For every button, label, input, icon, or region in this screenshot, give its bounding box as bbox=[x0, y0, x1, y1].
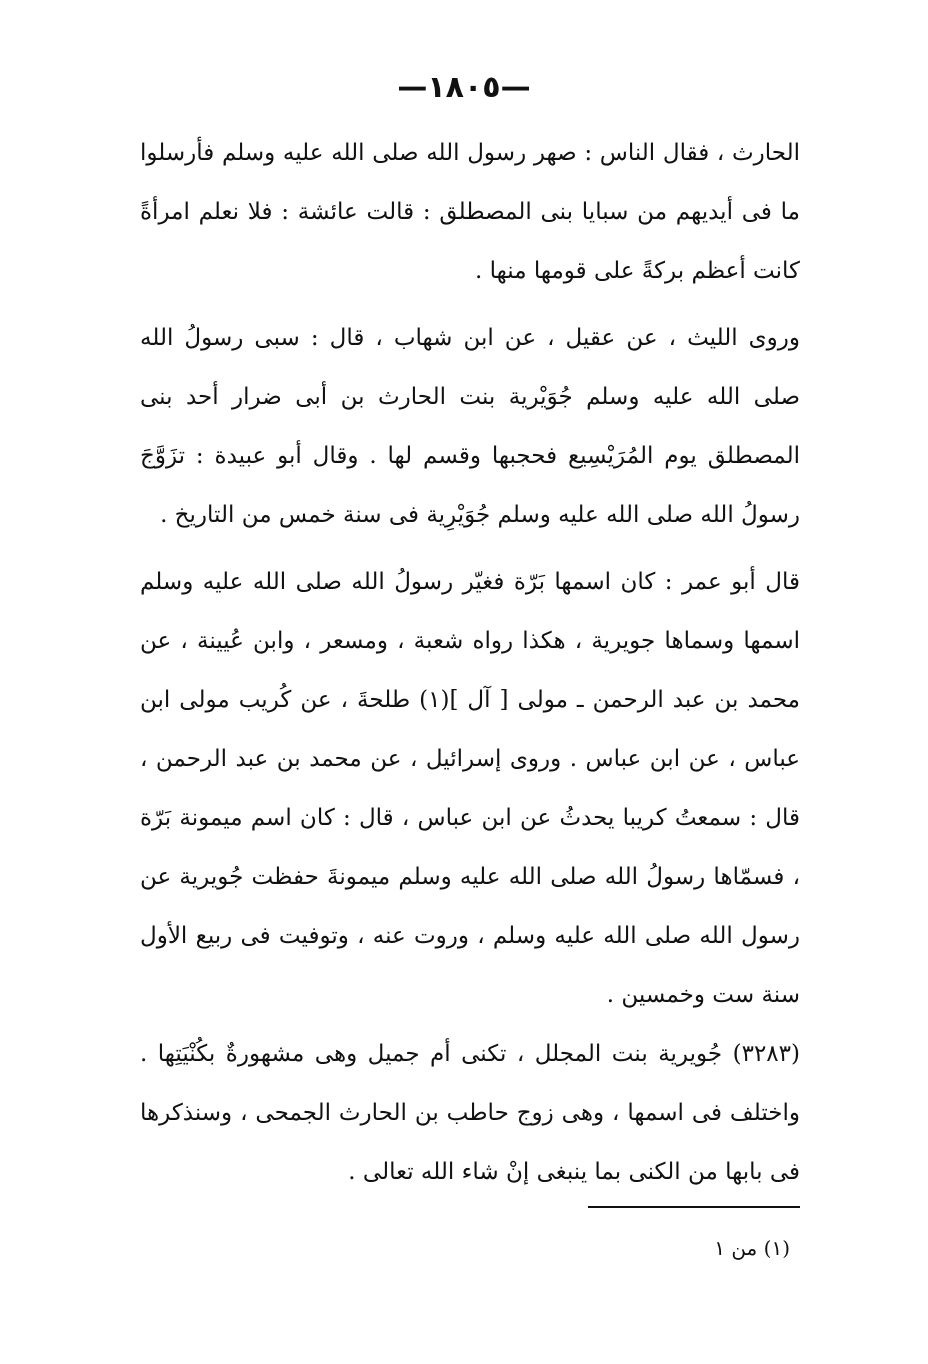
footnote-divider bbox=[588, 1206, 800, 1208]
paragraph-gap bbox=[140, 545, 800, 553]
body-text bbox=[140, 124, 800, 1202]
paragraph-1: الحارث ، فقال الناس : صهر رسول الله صلى الله عليه وسلم فأرسلوا ما فى أيديهم من سبايا بنى المصطلق : قالت عائشة : فلا نعلم امرأةً كانت أعظم بركةً على قومها منها . bbox=[140, 140, 800, 284]
page-number: —١٨٠٥— bbox=[397, 70, 531, 105]
paragraph-3: قال أبو عمر : كان اسمها بَرّة فغيّر رسولُ الله صلى الله عليه وسلم اسمها وسماها جويرية ، هكذا رواه شعبة ، ومسعر ، وابن عُيينة ، عن محمد بن عبد الرحمن ـ مولى [ آل ](١) طلحةَ ، عن كُريب مولى ابن عباس ، عن ابن عباس . وروى إسرائيل ، عن محمد بن عبد الرحمن ، قال : سمعتُ كريبا يحدثُ عن ابن عباس ، قال : كان اسم ميمونة بَرّة ، فسمّاها رسولُ الله صلى الله عليه وسلم ميمونةَ حفظت جُويرية عن رسول الله صلى الله عليه وسلم ، وروت عنه ، وتوفيت فى ربيع الأول سنة ست وخمسين . bbox=[140, 569, 800, 1008]
paragraph-2: وروى الليث ، عن عقيل ، عن ابن شهاب ، قال : سبى رسولُ الله صلى الله عليه وسلم جُوَيْرية بنت الحارث بن أبى ضرار أحد بنى المصطلق يوم المُرَيْسِيع فحجبها وقسم لها . وقال أبو عبيدة : تزَوَّجَ رسولُ الله صلى الله عليه وسلم جُوَيْرِية فى سنة خمس من التاريخ . bbox=[140, 325, 800, 528]
paragraph-gap bbox=[140, 301, 800, 309]
footnote: (١) من ١ bbox=[714, 1236, 790, 1260]
paragraph-4: (٣٢٨٣) جُويرية بنت المجلل ، تكنى أم جميل وهى مشهورةٌ بكُنْيَتِها . واختلف فى اسمها ، وهى زوج حاطب بن الحارث الجمحى ، وسنذكرها فى بابها من الكنى بما ينبغى إنْ شاء الله تعالى . bbox=[140, 1041, 800, 1185]
